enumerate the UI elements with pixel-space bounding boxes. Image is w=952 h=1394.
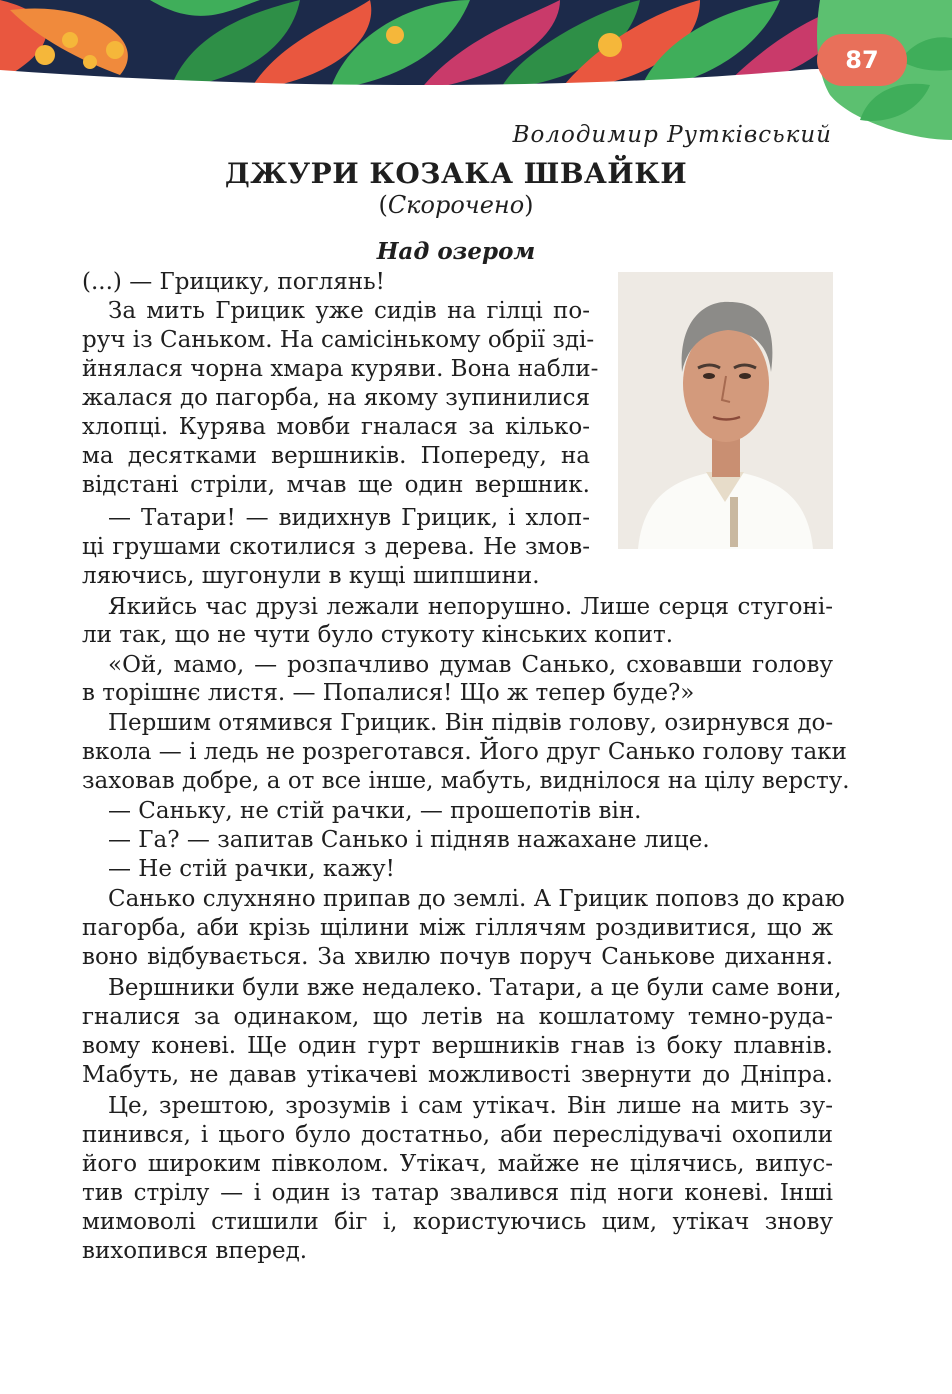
text-line: Це, зрештою, зрозумів і сам утікач. Він лише на мить зу- <box>108 1093 833 1119</box>
decorative-leaf-banner <box>0 0 952 140</box>
text-line: в торішнє листя. — Попалися! Що ж тепер буде?» <box>82 680 695 706</box>
subtitle-close-paren: ) <box>524 191 534 219</box>
text-line: За мить Грицик уже сидів на гілці по- <box>108 298 590 324</box>
text-line: — Татари! — видихнув Грицик, і хлоп- <box>108 505 590 531</box>
text-line: йнялася чорна хмара куряви. Вона набли- <box>82 356 599 382</box>
text-line: відстані стріли, мчав ще один вершник. <box>82 472 590 498</box>
author-name: Володимир Рутківський <box>512 122 832 148</box>
page-number-badge: 87 <box>817 34 907 86</box>
text-line: — Саньку, не стій рачки, — прошепотів він. <box>108 798 642 824</box>
text-line: гналися за одинаком, що летів на кошлатому темно-руда- <box>82 1004 833 1030</box>
text-line: його широким півколом. Утікач, майже не цілячись, випус- <box>82 1151 833 1177</box>
text-line: ці грушами скотилися з дерева. Не змов- <box>82 534 590 560</box>
text-line: «Ой, мамо, — розпачливо думав Санько, сховавши голову <box>108 652 833 678</box>
text-line: — Га? — запитав Санько і підняв нажахане лице. <box>108 827 710 853</box>
story-subtitle <box>0 191 912 219</box>
subtitle-abridged: Скорочено <box>387 191 525 219</box>
text-line: Вершники були вже недалеко. Татари, а це були саме вони, <box>108 975 842 1001</box>
author-photo <box>618 272 833 549</box>
text-line: мимоволі стишили біг і, користуючись цим, утікач знову <box>82 1209 833 1235</box>
text-line: воно відбувається. За хвилю почув поруч Санькове дихання. <box>82 944 833 970</box>
text-line: (...) — Грицику, поглянь! <box>82 269 385 295</box>
text-line: ли так, що не чути було стукоту кінських копит. <box>82 622 674 648</box>
text-line: жалася до пагорба, на якому зупинилися <box>82 385 590 411</box>
text-line: Мабуть, не давав утікачеві можливості звернути до Дніпра. <box>82 1062 833 1088</box>
text-line: — Не стій рачки, кажу! <box>108 856 395 882</box>
text-line: пинився, і цього було достатньо, аби переслідувачі охопили <box>82 1122 833 1148</box>
text-line: вкола — і ледь не розреготався. Його друг Санько голову таки <box>82 739 847 765</box>
text-line: вихопився вперед. <box>82 1238 308 1264</box>
text-line: Першим отямився Грицик. Він підвів голову, озирнувся до- <box>108 710 834 736</box>
text-line: ляючись, шугонули в кущі шипшини. <box>82 563 540 589</box>
text-line: хлопці. Курява мовби гналася за кілько- <box>82 414 590 440</box>
subtitle-open-paren: ( <box>378 191 388 219</box>
story-title: ДЖУРИ КОЗАКА ШВАЙКИ <box>224 157 688 190</box>
text-line: пагорба, аби крізь щілини між гіллячям роздивитися, що ж <box>82 915 833 941</box>
text-line: вому коневі. Ще один гурт вершників гнав із боку плавнів. <box>82 1033 833 1059</box>
text-line: руч із Саньком. На самісінькому обрії зді- <box>82 327 595 353</box>
text-line: Санько слухняно припав до землі. А Грицик поповз до краю <box>108 886 845 912</box>
text-line: Якийсь час друзі лежали непорушно. Лише серця стугоні- <box>108 594 833 620</box>
text-line: тив стрілу — і один із татар звалився під ноги коневі. Інші <box>82 1180 833 1206</box>
text-line: ма десятками вершників. Попереду, на <box>82 443 590 469</box>
text-line: заховав добре, а от все інше, мабуть, виднілося на цілу версту. <box>82 768 850 794</box>
section-heading: Над озером <box>376 238 536 265</box>
